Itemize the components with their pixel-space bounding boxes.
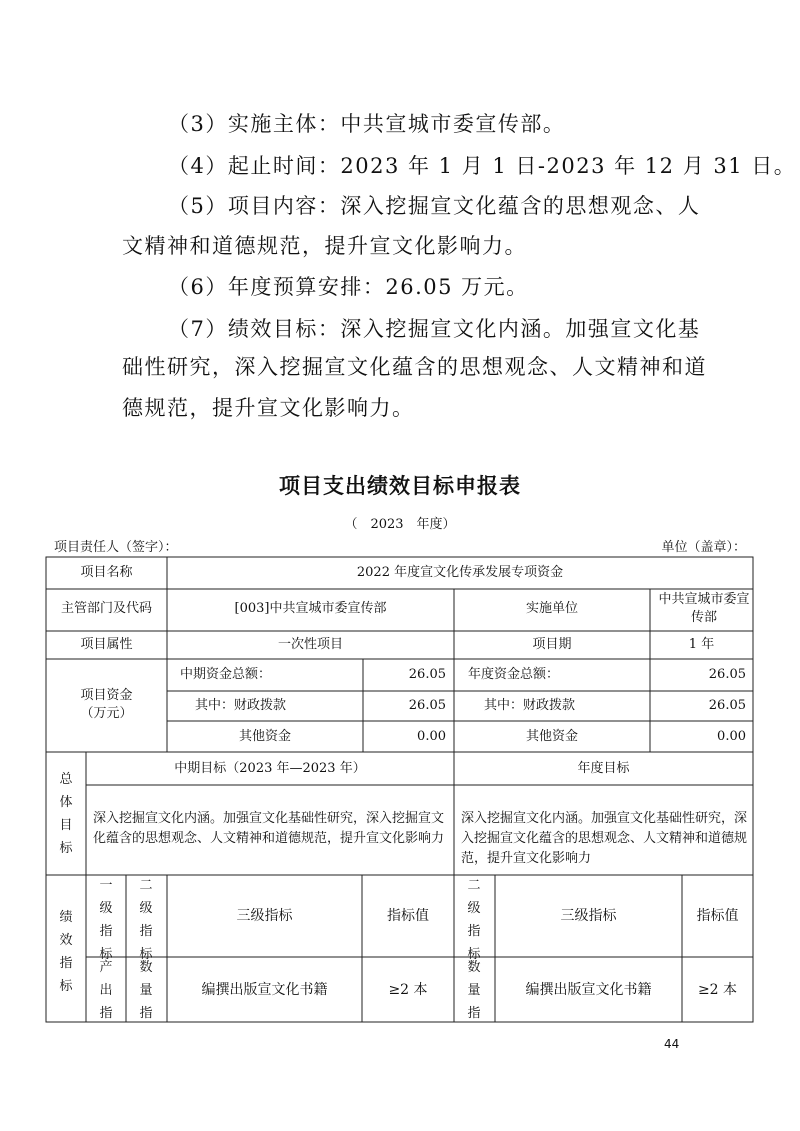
mid-goal-header: 中期目标（2023 年—2023 年）	[174, 761, 366, 776]
project-name-value: 2022 年度宣文化传承发展专项资金	[356, 565, 564, 580]
year-goal-header: 年度目标	[577, 761, 630, 776]
row1-level2: 数 量 指	[139, 960, 153, 1021]
row1-level3: 编撰出版宣文化书籍	[201, 982, 328, 998]
year-other-value: 0.00	[717, 729, 746, 744]
level3-header-right: 三级指标	[560, 908, 617, 924]
row1-right-value: ≥2 本	[697, 982, 738, 998]
mid-total-value: 26.05	[408, 667, 446, 682]
year-other-label: 其他资金	[525, 729, 578, 744]
year-fiscal-value: 26.05	[708, 698, 746, 713]
paragraph-content-line2: 文精神和道德规范，提升宣文化影响力。	[122, 234, 527, 258]
year-fiscal-label: 其中：财政拨款	[484, 698, 576, 713]
mid-fiscal-label: 其中：财政拨款	[195, 698, 287, 713]
implementer-value: 中共宣城市委宣传部	[658, 592, 750, 625]
project-attribute-value: 一次性项目	[277, 637, 343, 652]
year-total-value: 26.05	[708, 667, 746, 682]
level2-header-right: 二 级 指 标	[467, 878, 481, 962]
department-value: [003]中共宣城市委宣传部	[234, 601, 387, 616]
implementer-label: 实施单位	[525, 601, 578, 616]
year-goal-text: 深入挖掘宣文化内涵。加强宣文化基础性研究，深入挖掘宣文化蕴含的思想观念、人文精神和道德规范，提升宣文化影响力	[461, 811, 748, 866]
project-attribute-label: 项目属性	[80, 637, 133, 652]
mid-other-value: 0.00	[417, 729, 446, 744]
responsible-person-label: 项目责任人（签字）：	[54, 540, 178, 555]
department-label: 主管部门及代码	[60, 601, 152, 616]
value-header: 指标值	[387, 908, 429, 924]
level3-header: 三级指标	[236, 908, 293, 924]
year-total-label: 年度资金总额：	[468, 667, 560, 682]
paragraph-content-line1: （5）项目内容：深入挖掘宣文化蕴含的思想观念、人	[168, 194, 701, 218]
project-name-label: 项目名称	[80, 565, 133, 580]
unit-seal-label: 单位（盖章）：	[661, 540, 746, 555]
row1-right-level2: 数 量 指	[467, 960, 481, 1021]
row1-right-level3: 编撰出版宣文化书籍	[525, 982, 652, 998]
paragraph-implementer: （3）实施主体：中共宣城市委宣传部。	[168, 112, 566, 136]
table-title: 项目支出绩效目标申报表	[279, 474, 521, 498]
paragraph-goal-line2: 础性研究，深入挖掘宣文化蕴含的思想观念、人文精神和道	[122, 355, 707, 379]
paragraph-goal-line3: 德规范，提升宣文化影响力。	[122, 396, 415, 420]
project-funds-label: 项目资金（万元）	[80, 688, 133, 721]
paragraph-budget: （6）年度预算安排：26.05 万元。	[168, 275, 529, 299]
page-number: 44	[664, 1037, 680, 1051]
level2-header: 二 级 指 标	[139, 878, 153, 962]
row1-value: ≥2 本	[388, 982, 428, 998]
level1-header: 一 级 指 标	[99, 878, 113, 962]
value-header-right: 指标值	[696, 908, 739, 924]
performance-indicators-label: 绩 效 指 标	[59, 910, 73, 994]
mid-total-label: 中期资金总额：	[180, 667, 272, 682]
year-line: （ 2023 年度）	[344, 517, 456, 532]
paragraph-goal-line1: （7）绩效目标：深入挖掘宣文化内涵。加强宣文化基	[168, 317, 701, 341]
mid-fiscal-value: 26.05	[408, 698, 446, 713]
row1-level1: 产 出 指	[99, 960, 113, 1021]
mid-other-label: 其他资金	[238, 729, 291, 744]
project-period-label: 项目期	[532, 637, 572, 652]
paragraph-period: （4）起止时间：2023 年 1 月 1 日-2023 年 12 月 31 日。	[168, 154, 797, 178]
mid-goal-text: 深入挖掘宣文化内涵。加强宣文化基础性研究，深入挖掘宣文化蕴含的思想观念、人文精神和道德规范，提升宣文化影响力	[93, 811, 445, 846]
project-period-value: 1 年	[688, 637, 715, 652]
overall-goal-label: 总 体 目 标	[59, 772, 73, 856]
